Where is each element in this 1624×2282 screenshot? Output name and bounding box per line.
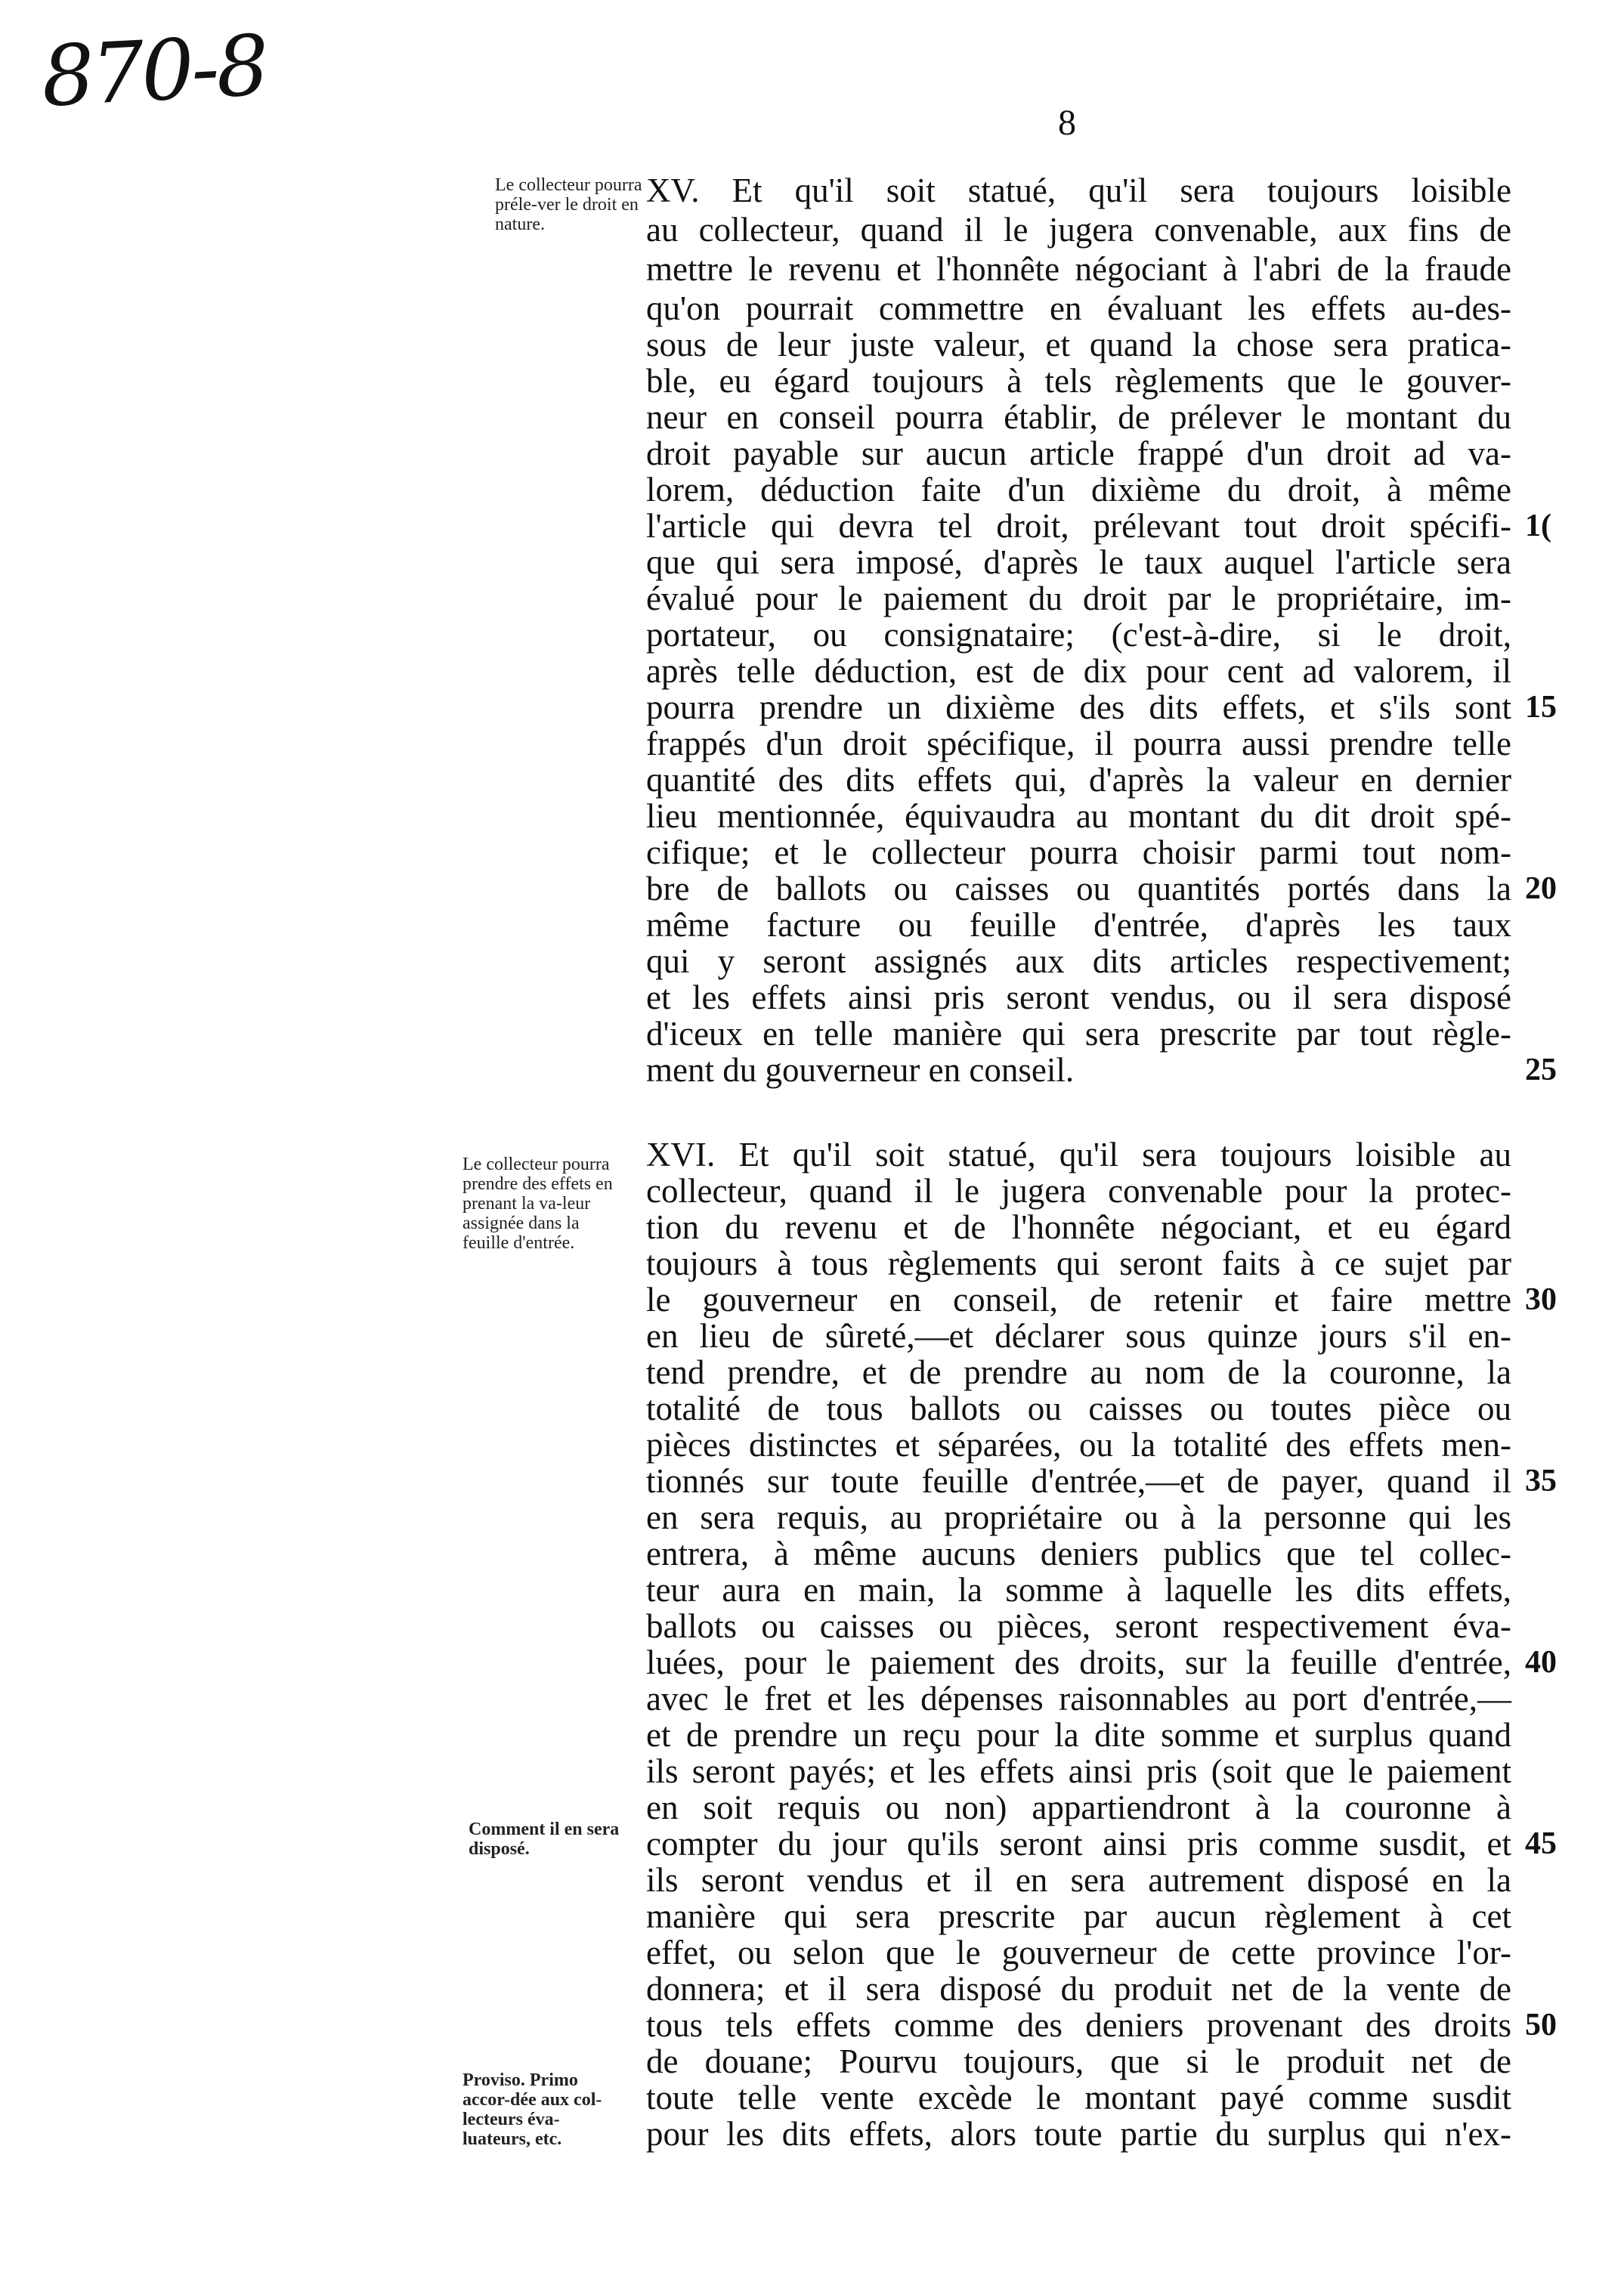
margin-note: Le collecteur pourra préle-ver le droit en nature.	[495, 175, 642, 234]
handwritten-note: 870-8	[39, 17, 269, 125]
line-number: 30	[1525, 1282, 1557, 1317]
text-line: luées, pour le paiement des droits, sur la feuille d'entrée,	[646, 1643, 1511, 1681]
text-line: sous de leur juste valeur, et quand la chose sera pratica-	[646, 326, 1511, 363]
text-line: mettre le revenu et l'honnête négociant à l'abri de la fraude	[646, 250, 1511, 288]
text-line: ils seront payés; et les effets ainsi pris (soit que le paiement	[646, 1752, 1511, 1790]
text-line: ils seront vendus et il en sera autrement disposé en la	[646, 1861, 1511, 1899]
text-line: pourra prendre un dixième des dits effets, et s'ils sont	[646, 688, 1511, 726]
text-line: manière qui sera prescrite par aucun règlement à cet	[646, 1897, 1511, 1935]
text-line: évalué pour le paiement du droit par le propriétaire, im-	[646, 580, 1511, 617]
line-number: 50	[1525, 2008, 1557, 2042]
text-line: quantité des dits effets qui, d'après la valeur en dernier	[646, 761, 1511, 799]
text-line: collecteur, quand il le jugera convenable pour la protec-	[646, 1172, 1511, 1210]
margin-note: Proviso. Primo accor-dée aux col-lecteurs éva-luateurs, etc.	[462, 2070, 602, 2149]
text-line: portateur, ou consignataire; (c'est-à-dire, si le droit,	[646, 616, 1511, 654]
text-line: et les effets ainsi pris seront vendus, ou il sera disposé	[646, 979, 1511, 1016]
text-line: après telle déduction, est de dix pour cent ad valorem, il	[646, 652, 1511, 690]
line-number: 1(	[1525, 509, 1551, 543]
line-number: 15	[1525, 690, 1557, 725]
text-line: tous tels effets comme des deniers provenant des droits	[646, 2006, 1511, 2044]
text-line: tend prendre, et de prendre au nom de la couronne, la	[646, 1353, 1511, 1391]
text-line: le gouverneur en conseil, de retenir et faire mettre	[646, 1281, 1511, 1319]
page-number: 8	[1058, 103, 1076, 143]
text-line: XV. Et qu'il soit statué, qu'il sera toujours loisible	[646, 172, 1511, 209]
line-number: 20	[1525, 871, 1557, 906]
text-line: effet, ou selon que le gouverneur de cette province l'or-	[646, 1934, 1511, 1971]
text-line: qui y seront assignés aux dits articles respectivement;	[646, 942, 1511, 980]
text-line: tionnés sur toute feuille d'entrée,—et de payer, quand il	[646, 1462, 1511, 1500]
line-number: 25	[1525, 1053, 1557, 1087]
text-line: tion du revenu et de l'honnête négociant, et eu égard	[646, 1208, 1511, 1246]
text-line: que qui sera imposé, d'après le taux auquel l'article sera	[646, 543, 1511, 581]
text-line: donnera; et il sera disposé du produit net de la vente de	[646, 1970, 1511, 2008]
text-line: en sera requis, au propriétaire ou à la personne qui les	[646, 1498, 1511, 1536]
text-line: ment du gouverneur en conseil.	[646, 1051, 1075, 1089]
text-line: toujours à tous règlements qui seront faits à ce sujet par	[646, 1245, 1511, 1282]
text-line: compter du jour qu'ils seront ainsi pris comme susdit, et	[646, 1825, 1511, 1863]
line-number: 45	[1525, 1826, 1557, 1861]
text-line: XVI. Et qu'il soit statué, qu'il sera toujours loisible au	[646, 1136, 1511, 1173]
text-line: ballots ou caisses ou pièces, seront respectivement éva-	[646, 1607, 1511, 1645]
text-line: bre de ballots ou caisses ou quantités portés dans la	[646, 870, 1511, 908]
text-line: d'iceux en telle manière qui sera prescrite par tout règle-	[646, 1015, 1511, 1053]
text-line: en lieu de sûreté,—et déclarer sous quinze jours s'il en-	[646, 1317, 1511, 1355]
text-line: qu'on pourrait commettre en évaluant les effets au-des-	[646, 289, 1511, 327]
text-line: en soit requis ou non) appartiendront à la couronne à	[646, 1789, 1511, 1826]
text-line: lorem, déduction faite d'un dixième du droit, à même	[646, 471, 1511, 509]
text-line: de douane; Pourvu toujours, que si le produit net de	[646, 2042, 1511, 2080]
text-line: entrera, à même aucuns deniers publics que tel collec-	[646, 1535, 1511, 1572]
text-line: totalité de tous ballots ou caisses ou toutes pièce ou	[646, 1390, 1511, 1427]
margin-note: Comment il en sera disposé.	[469, 1820, 620, 1859]
text-line: au collecteur, quand il le jugera convenable, aux fins de	[646, 211, 1511, 249]
text-line: pour les dits effets, alors toute partie du surplus qui n'ex-	[646, 2115, 1511, 2153]
text-line: même facture ou feuille d'entrée, d'après les taux	[646, 906, 1511, 944]
line-number: 40	[1525, 1645, 1557, 1680]
line-number: 35	[1525, 1464, 1557, 1498]
text-line: frappés d'un droit spécifique, il pourra aussi prendre telle	[646, 725, 1511, 762]
text-line: droit payable sur aucun article frappé d'un droit ad va-	[646, 434, 1511, 472]
text-line: ble, eu égard toujours à tels règlements que le gouver-	[646, 362, 1511, 400]
text-line: et de prendre un reçu pour la dite somme et surplus quand	[646, 1716, 1511, 1754]
text-line: toute telle vente excède le montant payé comme susdit	[646, 2079, 1511, 2117]
text-line: pièces distinctes et séparées, ou la totalité des effets men-	[646, 1426, 1511, 1464]
text-line: cifique; et le collecteur pourra choisir parmi tout nom-	[646, 833, 1511, 871]
text-line: avec le fret et les dépenses raisonnables au port d'entrée,—	[646, 1680, 1511, 1718]
text-line: teur aura en main, la somme à laquelle les dits effets,	[646, 1571, 1511, 1609]
text-line: l'article qui devra tel droit, prélevant tout droit spécifi-	[646, 507, 1511, 545]
margin-note: Le collecteur pourra prendre des effets en prenant la va-leur assignée dans la feuille d'entrée.	[462, 1155, 613, 1253]
text-line: neur en conseil pourra établir, de prélever le montant du	[646, 398, 1511, 436]
text-line: lieu mentionnée, équivaudra au montant du dit droit spé-	[646, 797, 1511, 835]
